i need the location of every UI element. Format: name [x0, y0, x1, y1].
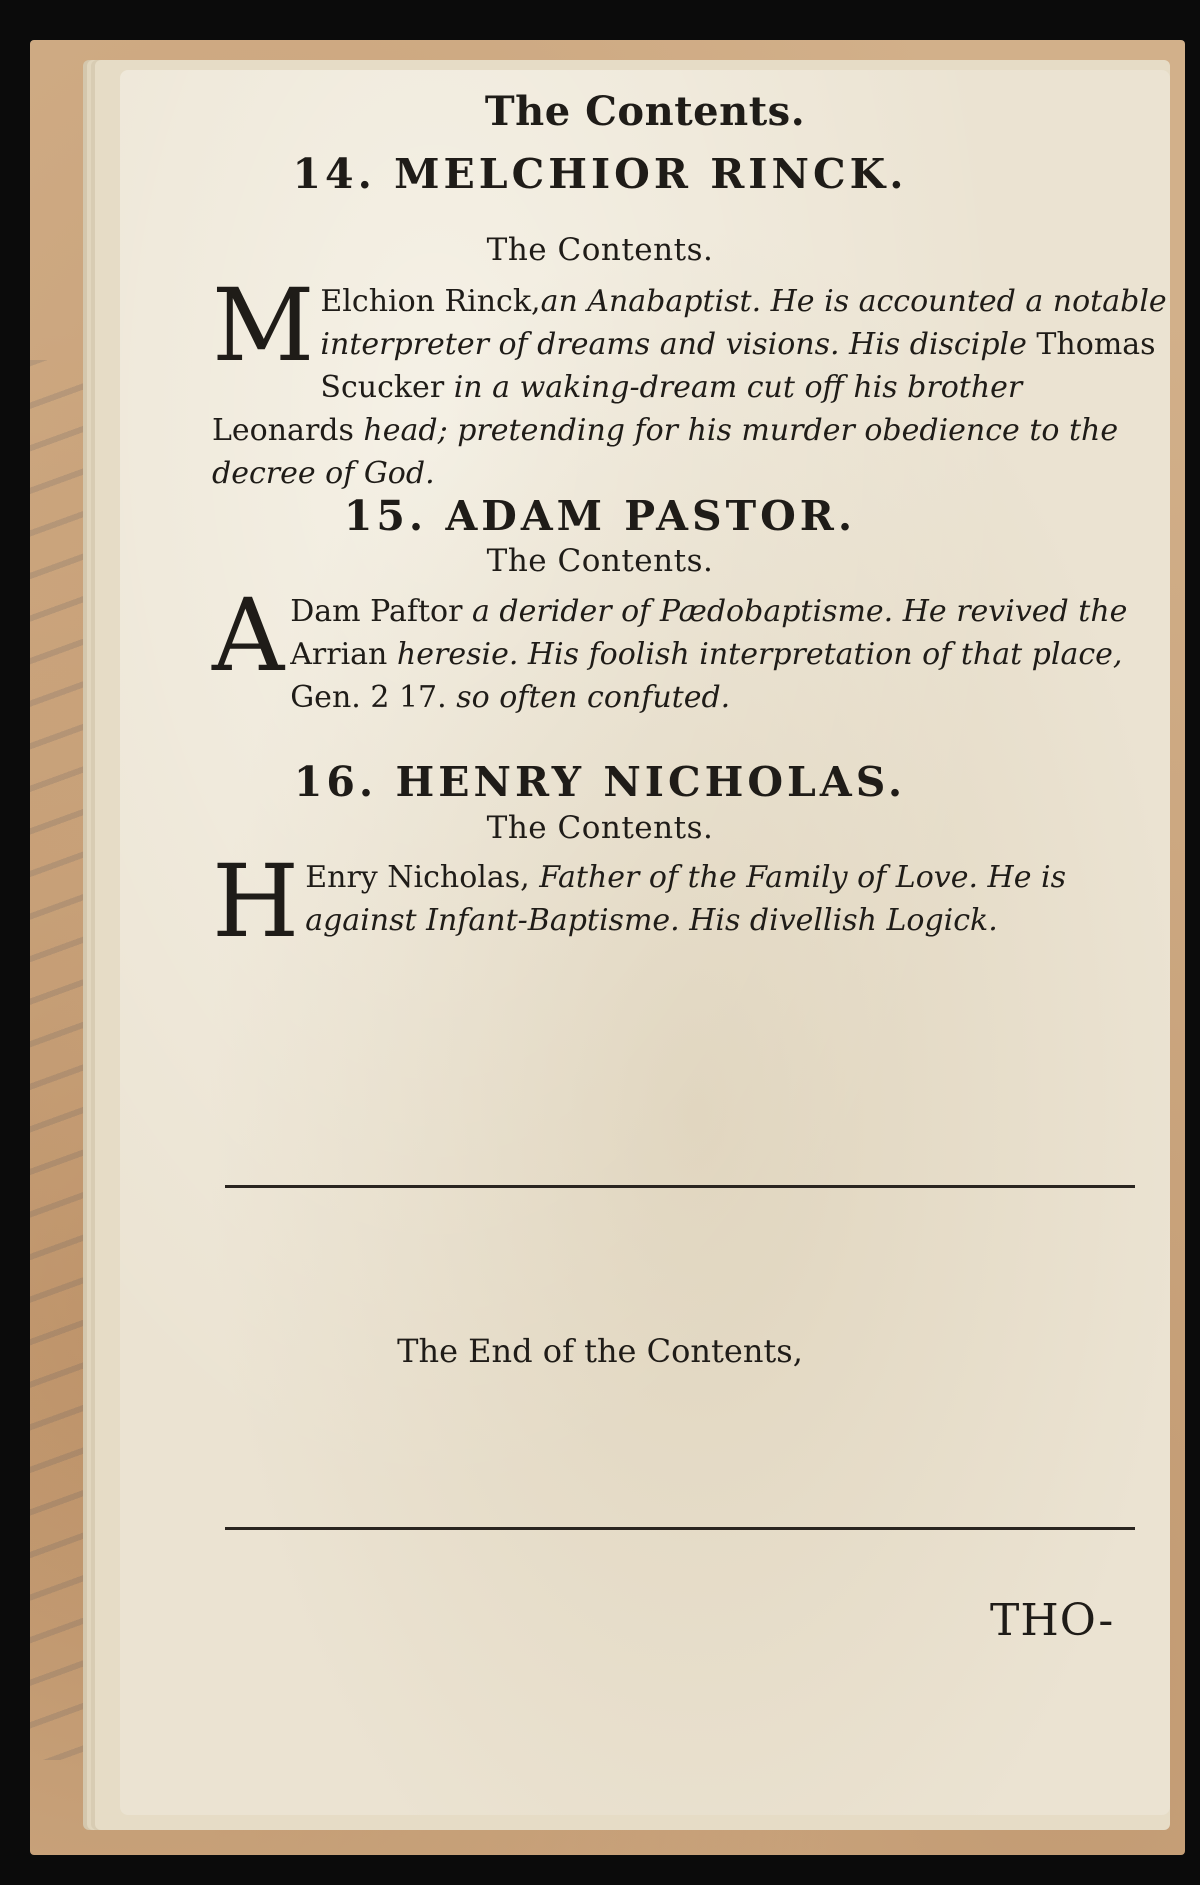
- section-heading-16: [0, 758, 1200, 806]
- drop-cap: H: [212, 843, 300, 960]
- divider-rule: [225, 1527, 1135, 1530]
- section-name: HENRY NICHOLAS.: [395, 758, 907, 806]
- entry-text: Dam Paftor: [290, 594, 472, 629]
- divider-rule: [225, 1185, 1135, 1188]
- entry-text: Leonards: [212, 413, 364, 448]
- entry-text: Father of the Family of Love. He is against Infant-Baptisme. His divellish Logick.: [305, 860, 1066, 938]
- section-contents-label: The Contents.: [486, 232, 714, 268]
- section-entry-16: [212, 843, 1167, 960]
- section-heading-14: [0, 150, 1200, 198]
- entry-text: Elchion Rinck,: [320, 284, 541, 319]
- entry-text: so often confuted.: [456, 680, 731, 715]
- entry-text: in a waking-dream cut off his brother: [453, 370, 1023, 405]
- entry-text: heresie. His foolish interpretation of that place,: [396, 637, 1123, 672]
- entry-text: Gen. 2 17.: [290, 680, 457, 715]
- drop-cap: A: [212, 577, 285, 694]
- drop-cap: M: [212, 267, 315, 384]
- catchword: THO-: [990, 1595, 1115, 1646]
- entry-text: Thomas Scucker: [320, 327, 1156, 405]
- end-of-contents: The End of the Contents,: [397, 1332, 803, 1370]
- section-heading-15: [0, 492, 1200, 540]
- entry-text: head; pretending for his murder obedience to the decree of God.: [212, 413, 1119, 491]
- section-entry-14: [212, 267, 1167, 495]
- entry-text: a derider of Pædobaptisme. He revived the: [471, 594, 1128, 629]
- section-name: ADAM PASTOR.: [445, 492, 857, 540]
- entry-text: Arrian: [290, 637, 397, 672]
- section-contents-label: The Contents.: [486, 810, 714, 846]
- section-number: 14.: [292, 150, 376, 198]
- section-number: 15.: [343, 492, 428, 540]
- section-entry-15: [212, 577, 1167, 719]
- entry-text: Enry Nicholas,: [305, 860, 540, 895]
- running-head: The Contents.: [484, 88, 806, 135]
- entry-text: an Anabaptist. He is accounted a notable interpreter of dreams and visions. His disciple: [320, 284, 1167, 362]
- section-name: MELCHIOR RINCK.: [394, 150, 908, 198]
- section-number: 16.: [293, 758, 378, 806]
- section-contents-label: The Contents.: [486, 543, 714, 579]
